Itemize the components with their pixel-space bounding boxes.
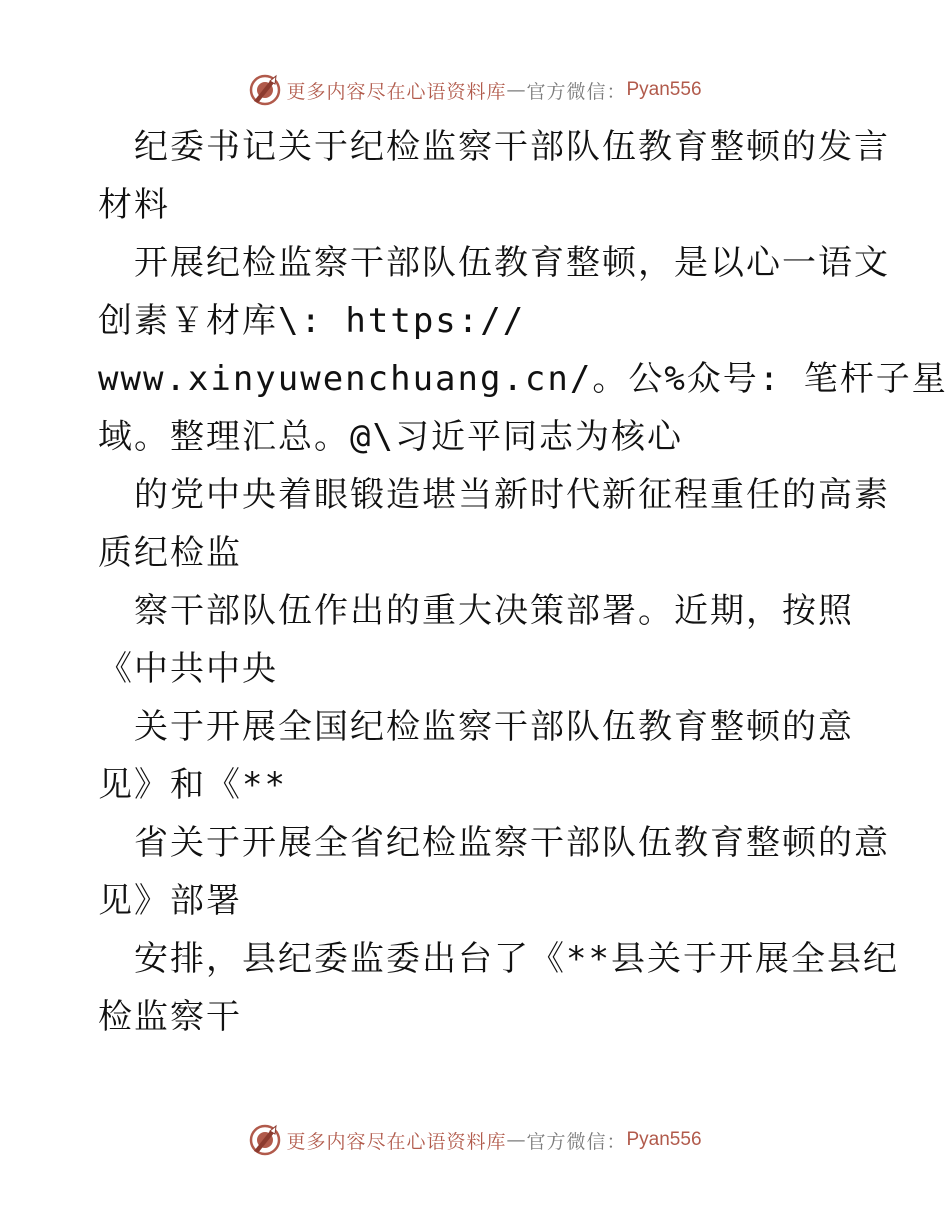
- text-line: 见》和《**: [98, 765, 287, 805]
- text-line: 察干部队伍作出的重大决策部署。近期，按照: [134, 591, 854, 631]
- quill-seal-icon: [248, 73, 282, 107]
- text-line: 纪委书记关于纪检监察干部队伍教育整顿的发言: [134, 127, 890, 167]
- text-line: 见》部署: [98, 881, 242, 921]
- banner-dash: —: [506, 1129, 527, 1151]
- header-banner: [0, 70, 950, 110]
- footer-banner: [0, 1120, 950, 1160]
- banner-wechat-id: Pyan556: [626, 1129, 702, 1150]
- text-line: 材料: [98, 185, 170, 225]
- quill-seal-icon: [248, 1123, 282, 1157]
- banner-wechat-label: 官方微信：: [526, 80, 627, 103]
- text-line: 省关于开展全省纪检监察干部队伍教育整顿的意: [134, 823, 890, 863]
- text-line: 检监察干: [98, 997, 242, 1037]
- banner-wechat-label: 官方微信：: [526, 1130, 627, 1153]
- banner-wechat-id: Pyan556: [626, 79, 702, 100]
- text-line: 质纪检监: [98, 533, 242, 573]
- banner-dash: —: [506, 79, 527, 101]
- banner-text: 更多内容尽在心语资料库: [286, 1130, 507, 1153]
- text-line: 开展纪检监察干部队伍教育整顿，是以心一语文: [134, 243, 890, 283]
- text-line: 的党中央着眼锻造堪当新时代新征程重任的高素: [134, 475, 890, 515]
- text-line: 安排，县纪委监委出台了《**县关于开展全县纪: [134, 939, 899, 979]
- text-line: 《中共中央: [98, 649, 278, 689]
- document-body: [98, 118, 948, 1046]
- text-line: 域。整理汇总。@\习近平同志为核心: [98, 417, 683, 457]
- text-line: 创素￥材库\: https://: [98, 301, 526, 341]
- banner-text: 更多内容尽在心语资料库: [286, 80, 507, 103]
- text-line: www.xinyuwenchuang.cn/。公%众号: 笔杆子星: [98, 359, 948, 399]
- text-line: 关于开展全国纪检监察干部队伍教育整顿的意: [134, 707, 854, 747]
